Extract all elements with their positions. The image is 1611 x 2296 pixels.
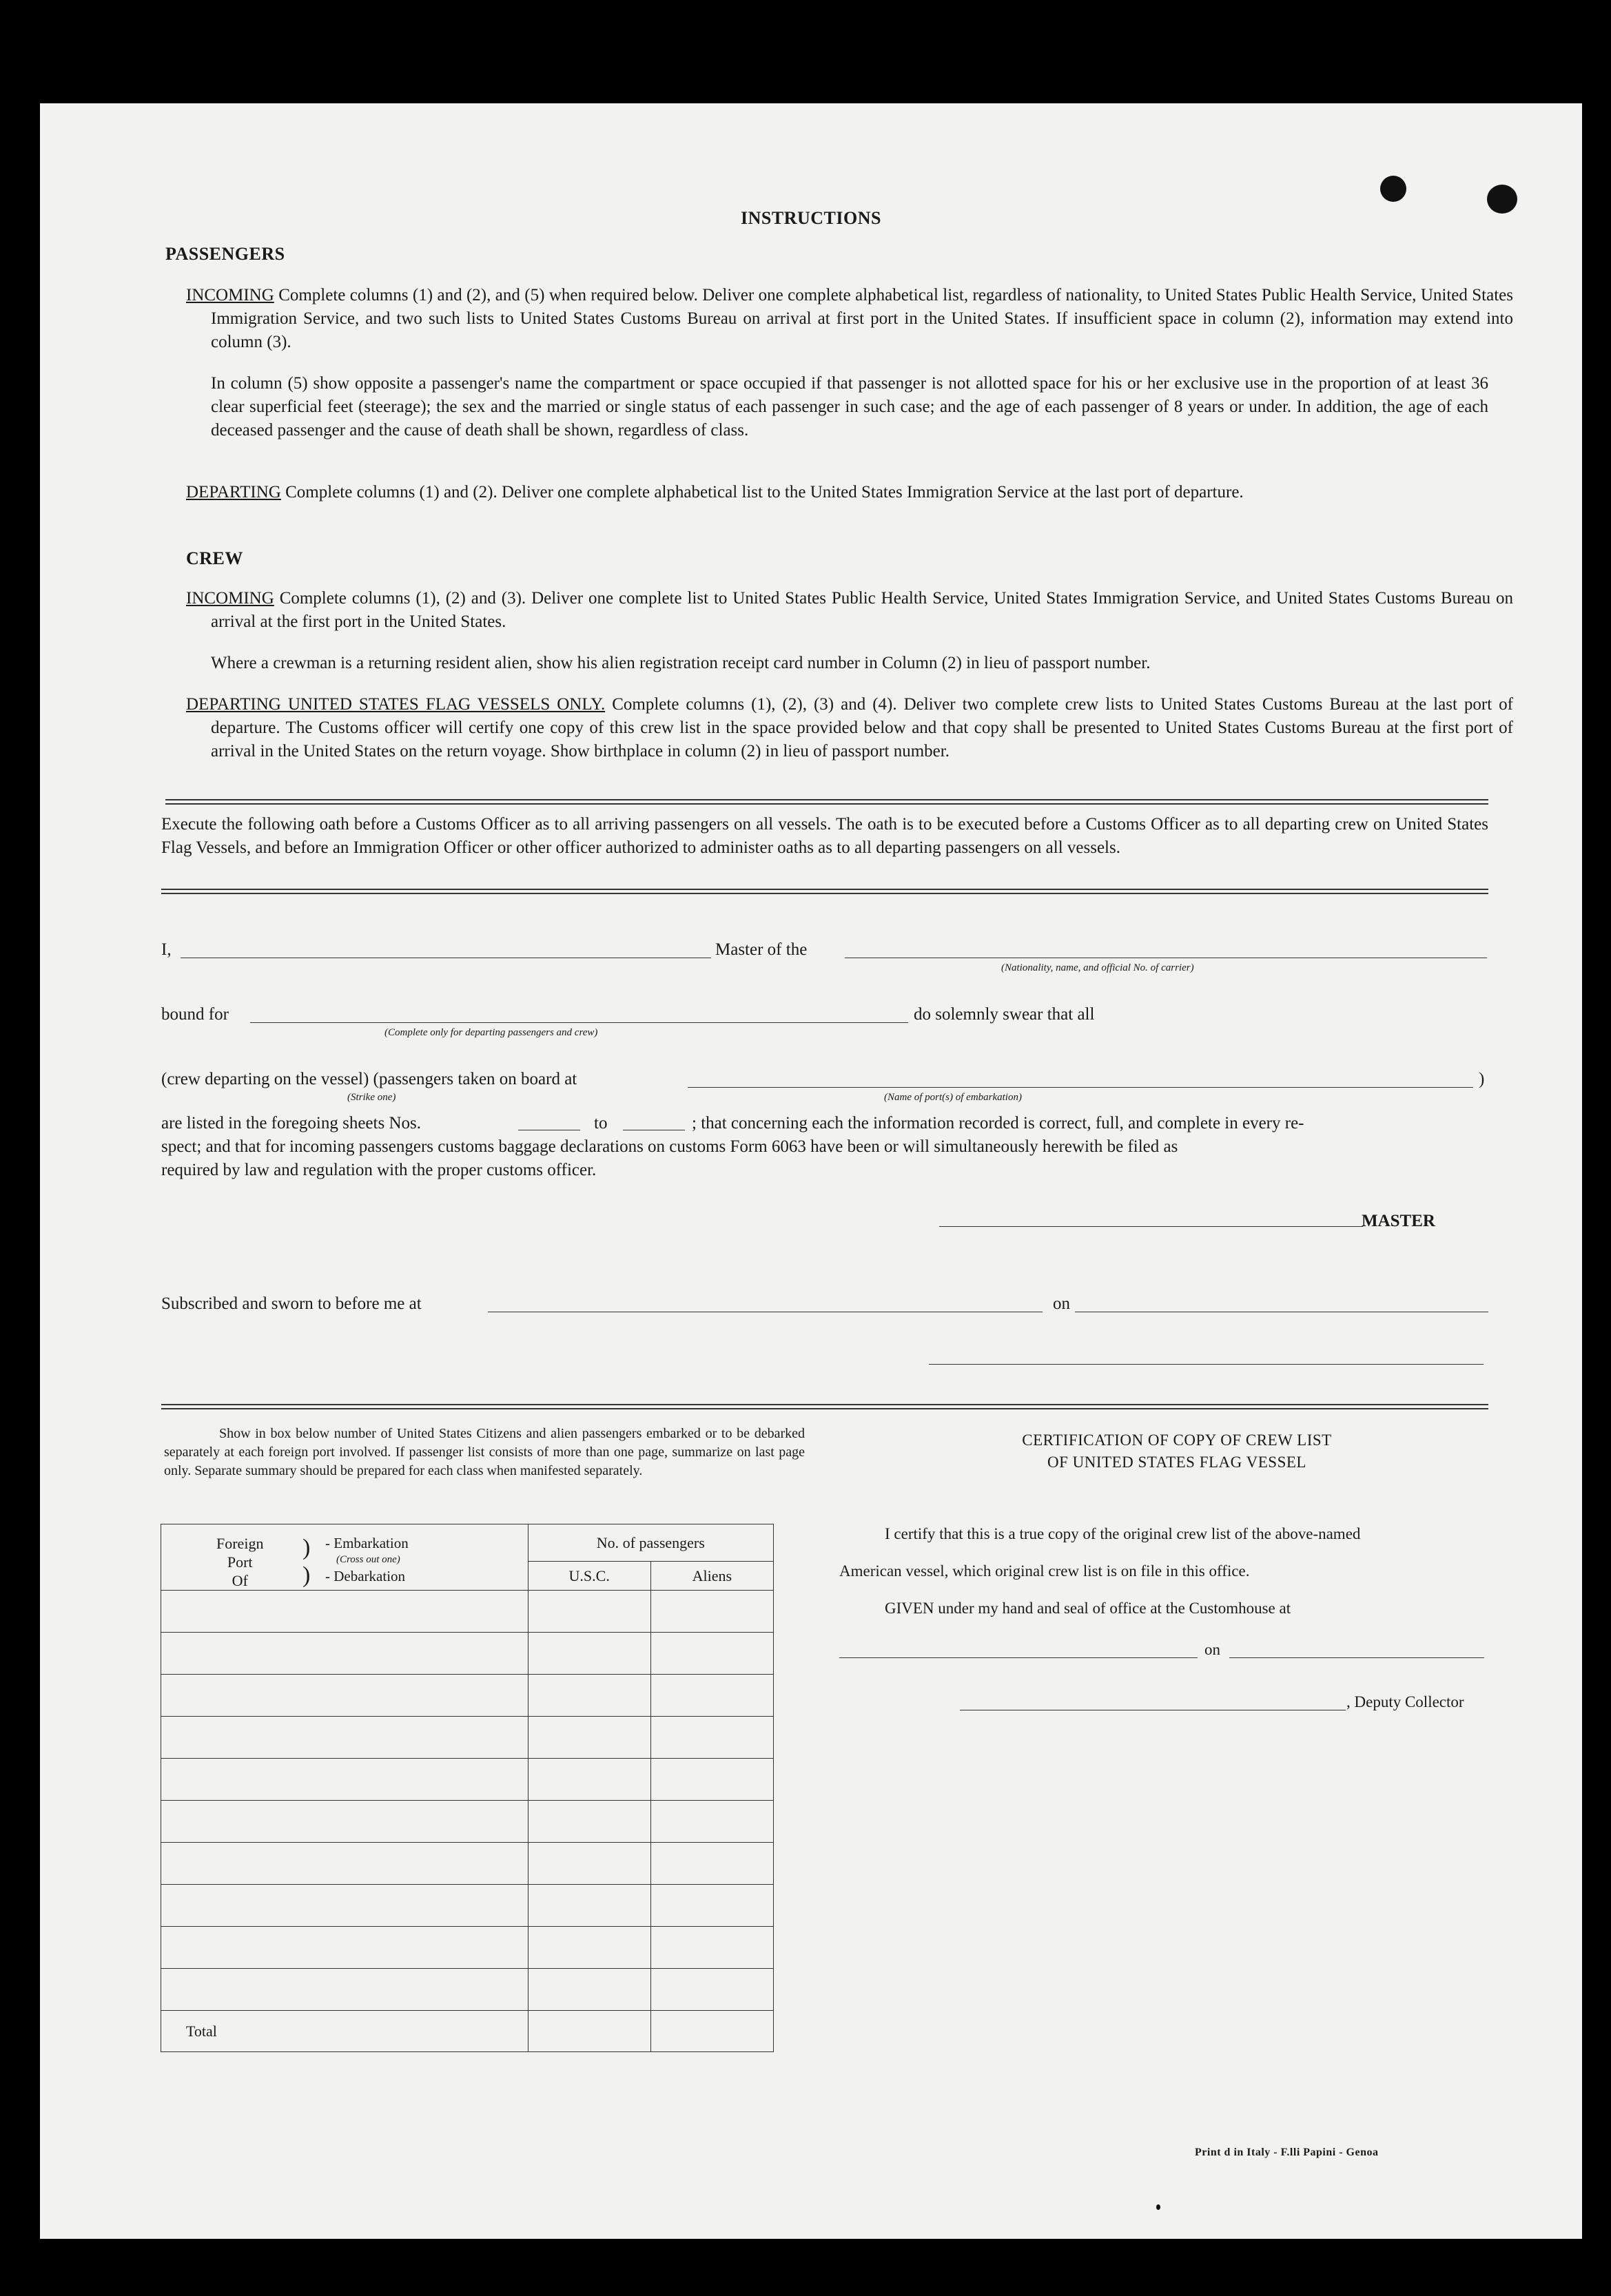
crew-heading: CREW <box>186 548 243 568</box>
instructions-title: INSTRUCTIONS <box>741 208 881 228</box>
usc-cell[interactable] <box>528 1759 650 1801</box>
passengers-incoming-paragraph <box>186 284 1513 354</box>
passengers-departing-label: DEPARTING <box>186 483 281 501</box>
divider-1 <box>165 799 1488 805</box>
officer-signature-field[interactable] <box>929 1364 1484 1365</box>
customhouse-field[interactable] <box>839 1657 1198 1658</box>
aliens-cell[interactable] <box>650 1633 773 1675</box>
debarkation-label: - Debarkation <box>325 1568 406 1584</box>
passengers-departing-paragraph <box>186 481 1513 504</box>
table-row <box>161 1969 774 2011</box>
listed-a-text: are listed in the foregoing sheets Nos. <box>161 1114 421 1133</box>
usc-cell[interactable] <box>528 1969 650 2011</box>
cert-title-1: CERTIFICATION OF COPY OF CREW LIST <box>1022 1431 1332 1449</box>
port-cell[interactable] <box>161 1969 529 2011</box>
cert-on-label: on <box>1204 1641 1220 1658</box>
total-aliens-cell[interactable] <box>650 2011 773 2052</box>
port-cell[interactable] <box>161 1633 529 1675</box>
usc-cell[interactable] <box>528 1633 650 1675</box>
to-label: to <box>594 1114 608 1133</box>
usc-cell[interactable] <box>528 1801 650 1843</box>
aliens-cell[interactable] <box>650 1717 773 1759</box>
strike-note: (Strike one) <box>347 1092 396 1103</box>
aliens-cell[interactable] <box>650 1591 773 1633</box>
passengers-departing-text: Complete columns (1) and (2). Deliver one complete alphabetical list to the United States Immigration Service at the last port of departure. <box>285 483 1244 501</box>
subscribed-on-label: on <box>1053 1294 1070 1313</box>
crew-incoming-label: INCOMING <box>186 589 274 608</box>
column5-paragraph: In column (5) show opposite a passenger's name the compartment or space occupied if that passenger is not allotted space for his or her exclusive use in the proportion of at least 36 clear superficial feet (steerage); the sex and the married or single status of each passenger in such case; and the age of each passenger of 8 years or under. In addition, the age of each deceased passenger and the cause of death shall be shown, regardless of class. <box>211 374 1488 439</box>
ports-embarkation-field[interactable] <box>688 1087 1473 1088</box>
aliens-cell[interactable] <box>650 1801 773 1843</box>
port-cell[interactable] <box>161 1927 529 1969</box>
cert-title-2: OF UNITED STATES FLAG VESSEL <box>1047 1454 1306 1471</box>
oath-instruction: Execute the following oath before a Customs Officer as to all arriving passengers on all vessels. The oath is to be executed before a Customs Officer as to all departing crew on United States Flag Vessels, and before an Immigration Officer or other officer authorized to administer oaths as to all departing passengers on all vessels. <box>161 815 1488 857</box>
table-row <box>161 1759 774 1801</box>
port-cell[interactable] <box>161 1801 529 1843</box>
passengers-incoming-text: Complete columns (1) and (2), and (5) when required below. Deliver one complete alphabetical list, regardless of nationality, to United States Public Health Service, United States Immigration Service, and two such lists to United States Customs Bureau on arrival at first port in the United States. If insufficient space in column (2), information may extend into column (3). <box>211 286 1513 351</box>
table-row <box>161 1885 774 1927</box>
table-row <box>161 1717 774 1759</box>
usc-cell[interactable] <box>528 1927 650 1969</box>
close-paren: ) <box>1479 1070 1485 1088</box>
port-cell[interactable] <box>161 1675 529 1717</box>
crew-departing-text: Complete columns (1), (2), (3) and (4). Deliver two complete crew lists to United States Customs Bureau at the last port of departure. The Customs officer will certify one copy of this crew list in the space provided below and that copy shall be presented to United States Customs Bureau at the first port of arrival in the United States on the return voyage. Show birthplace in column (2) in lieu of passport number. <box>211 695 1513 761</box>
certify-line-b: American vessel, which original crew list is on file in this office. <box>839 1562 1250 1580</box>
crew-departing-label: (crew departing on the vessel) (passengers taken on board at <box>161 1070 577 1088</box>
passengers-incoming-label: INCOMING <box>186 286 274 304</box>
printer-imprint: Print d in Italy - F.lli Papini - Genoa <box>1195 2147 1379 2158</box>
table-row <box>161 1675 774 1717</box>
header-foreign: Foreign <box>216 1535 264 1552</box>
document-page <box>40 103 1582 2239</box>
ink-dot <box>1156 2204 1160 2210</box>
given-line: GIVEN under my hand and seal of office at the Customhouse at <box>885 1600 1291 1617</box>
brace-icon: ) ) <box>302 1535 311 1588</box>
aliens-cell[interactable] <box>650 1885 773 1927</box>
usc-cell[interactable] <box>528 1591 650 1633</box>
usc-header: U.S.C. <box>528 1562 650 1591</box>
aliens-cell[interactable] <box>650 1969 773 2011</box>
oath-i-label: I, <box>161 940 172 959</box>
table-row <box>161 1843 774 1885</box>
aliens-cell[interactable] <box>650 1759 773 1801</box>
aliens-header: Aliens <box>650 1562 773 1591</box>
master-of-label: Master of the <box>715 940 808 959</box>
port-cell[interactable] <box>161 1885 529 1927</box>
crew-resident-paragraph: Where a crewman is a returning resident alien, show his alien registration receipt card number in Column (2) in lieu of passport number. <box>211 654 1151 672</box>
aliens-cell[interactable] <box>650 1843 773 1885</box>
listed-line-a <box>161 1112 1488 1135</box>
total-label: Total <box>161 2011 529 2052</box>
passenger-summary-table <box>161 1524 774 2052</box>
header-of: Of <box>232 1572 248 1589</box>
bound-for-label: bound for <box>161 1005 229 1024</box>
divider-2 <box>161 889 1488 894</box>
master-signature-field[interactable] <box>939 1226 1363 1227</box>
no-of-passengers-header: No. of passengers <box>528 1524 773 1562</box>
crew-departing-label: DEPARTING UNITED STATES FLAG VESSELS ONLY. <box>186 695 606 714</box>
bound-note: (Complete only for departing passengers and crew) <box>384 1027 598 1038</box>
usc-cell[interactable] <box>528 1885 650 1927</box>
crew-incoming-paragraph <box>186 587 1513 634</box>
port-cell[interactable] <box>161 1843 529 1885</box>
table-row <box>161 1633 774 1675</box>
certify-line-a: I certify that this is a true copy of the original crew list of the above-named <box>885 1525 1361 1542</box>
port-cell[interactable] <box>161 1759 529 1801</box>
subscribed-label: Subscribed and sworn to before me at <box>161 1294 422 1313</box>
table-row <box>161 1591 774 1633</box>
cert-date-field[interactable] <box>1229 1657 1484 1658</box>
cross-out-note: (Cross out one) <box>336 1554 400 1565</box>
port-cell[interactable] <box>161 1591 529 1633</box>
listed-b-text: ; that concerning each the information recorded is correct, full, and complete in every re- <box>692 1114 1304 1133</box>
bound-for-field[interactable] <box>250 1022 908 1023</box>
usc-cell[interactable] <box>528 1843 650 1885</box>
summary-header-row <box>161 1524 774 1562</box>
summary-instruction: Show in box below number of United States Citizens and alien passengers embarked or to be debarked separately at each foreign port involved. If passenger list consists of more than one page, summarize on last page only. Separate summary should be prepared for each class when manifested separately. <box>164 1426 805 1478</box>
carrier-note: (Nationality, name, and official No. of carrier) <box>1001 962 1194 973</box>
crew-departing-paragraph <box>186 693 1513 763</box>
total-usc-cell[interactable] <box>528 2011 650 2052</box>
aliens-cell[interactable] <box>650 1675 773 1717</box>
table-row <box>161 1927 774 1969</box>
divider-3 <box>161 1404 1488 1409</box>
crew-incoming-text: Complete columns (1), (2) and (3). Deliver one complete list to United States Public Health Service, United States Immigration Service, and United States Customs Bureau on arrival at the first port in the United States. <box>211 589 1513 631</box>
swear-label: do solemnly swear that all <box>914 1005 1095 1024</box>
master-label: MASTER <box>1362 1212 1435 1230</box>
embarkation-label: - Embarkation <box>325 1535 409 1551</box>
foreign-port-header <box>161 1524 529 1591</box>
usc-cell[interactable] <box>528 1717 650 1759</box>
aliens-cell[interactable] <box>650 1927 773 1969</box>
table-row <box>161 1801 774 1843</box>
deputy-collector-label: , Deputy Collector <box>1346 1693 1464 1710</box>
ports-note: (Name of port(s) of embarkation) <box>884 1092 1022 1103</box>
total-row <box>161 2011 774 2052</box>
usc-cell[interactable] <box>528 1675 650 1717</box>
port-cell[interactable] <box>161 1717 529 1759</box>
punch-hole-mark-left <box>1380 176 1406 202</box>
listed-line-c: spect; and that for incoming passengers customs baggage declarations on customs Form 6063 have been or will simultaneously herewith be filed as <box>161 1137 1178 1156</box>
header-port: Port <box>227 1553 253 1571</box>
passengers-heading: PASSENGERS <box>165 244 285 264</box>
listed-line-d: required by law and regulation with the proper customs officer. <box>161 1161 597 1179</box>
summary-body <box>161 1591 774 2052</box>
